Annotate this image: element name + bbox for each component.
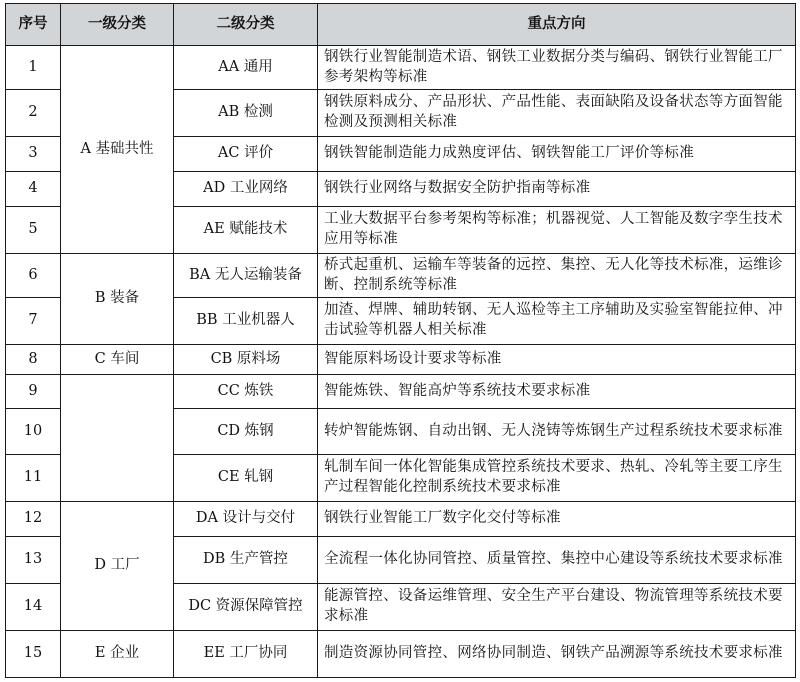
row-number: 9 — [6, 375, 61, 409]
focus-description: 制造资源协同管控、网络协同制造、钢铁产品溯源等系统技术要求标准 — [318, 631, 796, 678]
category-level2: CD 炼钢 — [174, 409, 318, 455]
category-level2: DC 资源保障管控 — [174, 584, 318, 631]
row-number: 2 — [6, 90, 61, 137]
focus-description: 桥式起重机、运输车等装备的远控、集控、无人化等技术标准，运维诊断、控制系统等标准 — [318, 254, 796, 298]
focus-description: 智能炼铁、智能高炉等系统技术要求标准 — [318, 375, 796, 409]
row-number: 14 — [6, 584, 61, 631]
category-level1-empty — [61, 375, 174, 502]
category-level2: EE 工厂协同 — [174, 631, 318, 678]
category-level2: CC 炼铁 — [174, 375, 318, 409]
category-level1: A 基础共性 — [61, 46, 174, 254]
category-level2: AD 工业网络 — [174, 172, 318, 207]
focus-description: 工业大数据平台参考架构等标准；机器视觉、人工智能及数字孪生技术应用等标准 — [318, 207, 796, 254]
focus-description: 钢铁行业网络与数据安全防护指南等标准 — [318, 172, 796, 207]
table-row — [6, 46, 796, 90]
focus-description: 全流程一体化协同管控、质量管控、集控中心建设等系统技术要求标准 — [318, 537, 796, 584]
row-number: 7 — [6, 298, 61, 345]
category-level1: B 装备 — [61, 254, 174, 345]
row-number: 13 — [6, 537, 61, 584]
category-level2: AC 评价 — [174, 137, 318, 172]
category-level2: AE 赋能技术 — [174, 207, 318, 254]
focus-description: 钢铁行业智能工厂数字化交付等标准 — [318, 502, 796, 537]
category-level2: CB 原料场 — [174, 345, 318, 375]
table-header — [6, 4, 796, 46]
category-level2: AB 检测 — [174, 90, 318, 137]
category-level1: C 车间 — [61, 345, 174, 375]
category-level2: DA 设计与交付 — [174, 502, 318, 537]
row-number: 11 — [6, 455, 61, 502]
standards-table — [5, 3, 796, 678]
category-level2: BB 工业机器人 — [174, 298, 318, 345]
row-number: 1 — [6, 46, 61, 90]
category-level2: CE 轧钢 — [174, 455, 318, 502]
header-serial: 序号 — [6, 4, 61, 46]
focus-description: 钢铁智能制造能力成熟度评估、钢铁智能工厂评价等标准 — [318, 137, 796, 172]
header-level1: 一级分类 — [61, 4, 174, 46]
focus-description: 轧制车间一体化智能集成管控系统技术要求、热轧、冷轧等主要工序生产过程智能化控制系统技术要求标准 — [318, 455, 796, 502]
focus-description: 钢铁行业智能制造术语、钢铁工业数据分类与编码、钢铁行业智能工厂参考架构等标准 — [318, 46, 796, 90]
focus-description: 能源管控、设备运维管理、安全生产平台建设、物流管理等系统技术要求标准 — [318, 584, 796, 631]
header-row — [6, 4, 796, 46]
row-number: 12 — [6, 502, 61, 537]
table-row — [6, 375, 796, 409]
header-focus: 重点方向 — [318, 4, 796, 46]
category-level2: DB 生产管控 — [174, 537, 318, 584]
row-number: 3 — [6, 137, 61, 172]
category-level2: BA 无人运输装备 — [174, 254, 318, 298]
focus-description: 智能原料场设计要求等标准 — [318, 345, 796, 375]
focus-description: 加渣、焊牌、辅助转钢、无人巡检等主工序辅助及实验室智能拉伸、冲击试验等机器人相关标准 — [318, 298, 796, 345]
table-row — [6, 631, 796, 678]
focus-description: 钢铁原料成分、产品形状、产品性能、表面缺陷及设备状态等方面智能检测及预测相关标准 — [318, 90, 796, 137]
category-level1: E 企业 — [61, 631, 174, 678]
row-number: 4 — [6, 172, 61, 207]
table-body — [6, 46, 796, 678]
category-level1: D 工厂 — [61, 502, 174, 631]
category-level2: AA 通用 — [174, 46, 318, 90]
row-number: 10 — [6, 409, 61, 455]
row-number: 6 — [6, 254, 61, 298]
table-row — [6, 254, 796, 298]
focus-description: 转炉智能炼钢、自动出钢、无人浇铸等炼钢生产过程系统技术要求标准 — [318, 409, 796, 455]
table-row — [6, 502, 796, 537]
header-level2: 二级分类 — [174, 4, 318, 46]
table-row — [6, 345, 796, 375]
row-number: 15 — [6, 631, 61, 678]
row-number: 8 — [6, 345, 61, 375]
row-number: 5 — [6, 207, 61, 254]
